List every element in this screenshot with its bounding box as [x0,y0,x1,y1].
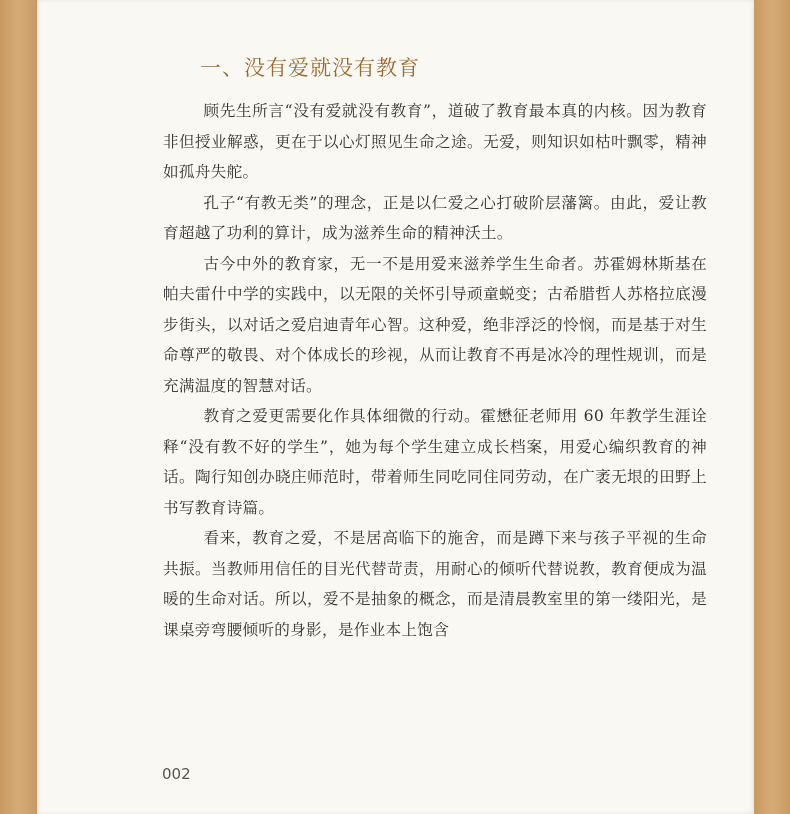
section-heading: 一、没有爱就没有教育 [200,56,420,80]
paragraph-5: 看来，教育之爱，不是居高临下的施舍，而是蹲下来与孩子平视的生命共振。当教师用信任的目光代替苛责，用耐心的倾听代替说教，教育便成为温暖的生命对话。所以，爱不是抽象的概念，而是清晨教室里的第一缕阳光，是课桌旁弯腰倾听的身影，是作业本上饱含 [163,529,707,639]
paragraph-2: 孔子“有教无类”的理念，正是以仁爱之心打破阶层藩篱。由此，爱让教育超越了功利的算计，成为滋养生命的精神沃土。 [163,193,707,242]
paragraph-3: 古今中外的教育家，无一不是用爱来滋养学生生命者。苏霍姆林斯基在帕夫雷什中学的实践中，以无限的关怀引导顽童蜕变；古希腊哲人苏格拉底漫步街头，以对话之爱启迪青年心智。这种爱，绝非浮泛的怜悯，而是基于对生命尊严的敬畏、对个体成长的珍视，从而让教育不再是冰冷的理性规训，而是充满温度的智慧对话。 [163,254,707,395]
wood-background-right [754,0,790,814]
wood-background-left [0,0,37,814]
book-page [37,0,754,814]
page-number: 002 [162,765,191,783]
paragraph-1: 顾先生所言“没有爱就没有教育”，道破了教育最本真的内核。因为教育非但授业解惑，更在于以心灯照见生命之途。无爱，则知识如枯叶飘零，精神如孤舟失舵。 [163,102,707,181]
body-text [163,96,707,645]
paragraph-4: 教育之爱更需要化作具体细微的行动。霍懋征老师用 60 年教学生涯诠释“没有教不好的学生”，她为每个学生建立成长档案，用爱心编织教育的神话。陶行知创办晓庄师范时，带着师生同吃同住同劳动，在广袤无垠的田野上书写教育诗篇。 [163,407,707,517]
